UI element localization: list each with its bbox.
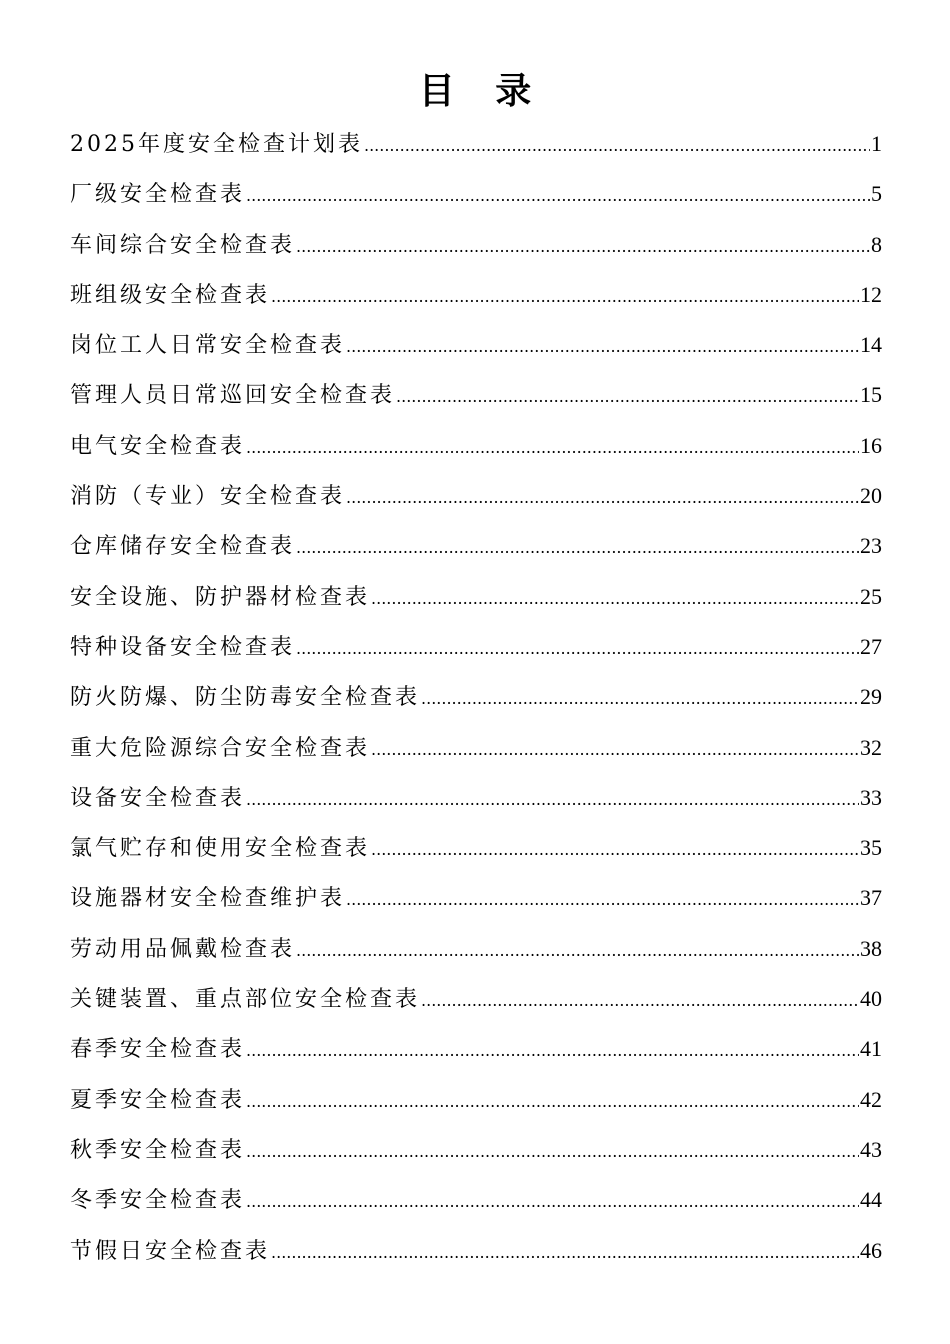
toc-entry[interactable] bbox=[70, 1131, 882, 1181]
toc-entry[interactable] bbox=[70, 326, 882, 376]
toc-page-number: 42 bbox=[860, 1086, 882, 1112]
dot-leader bbox=[364, 127, 870, 165]
toc-entry-title: 关键装置、重点部位安全检查表 bbox=[70, 987, 421, 1013]
toc-entry[interactable] bbox=[70, 1030, 882, 1080]
toc-entry-title: 劳动用品佩戴检查表 bbox=[70, 936, 296, 962]
toc-entry-title: 厂级安全检查表 bbox=[70, 182, 246, 208]
toc-heading: 目 录 bbox=[418, 71, 546, 112]
toc-entry[interactable] bbox=[70, 678, 882, 728]
toc-entry-title: 防火防爆、防尘防毒安全检查表 bbox=[70, 685, 421, 711]
toc-list bbox=[70, 125, 882, 1282]
dot-leader bbox=[421, 680, 859, 718]
toc-page-number: 35 bbox=[860, 835, 882, 861]
toc-entry[interactable] bbox=[70, 879, 882, 929]
toc-page-number: 41 bbox=[860, 1036, 882, 1062]
dot-leader bbox=[371, 831, 859, 869]
dot-leader bbox=[271, 278, 859, 316]
dot-leader bbox=[296, 228, 870, 266]
toc-entry-title: 消防（专业）安全检查表 bbox=[70, 484, 346, 510]
toc-page-number: 23 bbox=[860, 533, 882, 559]
toc-entry-title: 车间综合安全检查表 bbox=[70, 232, 296, 258]
dot-leader bbox=[346, 328, 859, 366]
dot-leader bbox=[246, 429, 859, 467]
dot-leader bbox=[296, 932, 859, 970]
dot-leader bbox=[246, 177, 870, 215]
toc-entry[interactable] bbox=[70, 628, 882, 678]
toc-entry-title: 重大危险源综合安全检查表 bbox=[70, 735, 371, 761]
toc-entry[interactable] bbox=[70, 427, 882, 477]
toc-page-number: 40 bbox=[860, 986, 882, 1012]
toc-entry[interactable] bbox=[70, 779, 882, 829]
toc-entry[interactable] bbox=[70, 1081, 882, 1131]
toc-page-number: 8 bbox=[871, 231, 882, 257]
toc-entry-title: 设备安全检查表 bbox=[70, 785, 246, 811]
toc-entry-title: 春季安全检查表 bbox=[70, 1037, 246, 1063]
toc-entry[interactable] bbox=[70, 1181, 882, 1231]
toc-entry-title: 2025年度安全检查计划表 bbox=[70, 132, 363, 157]
dot-leader bbox=[396, 378, 859, 416]
toc-entry-title: 夏季安全检查表 bbox=[70, 1087, 246, 1113]
toc-entry-title: 岗位工人日常安全检查表 bbox=[70, 333, 346, 359]
toc-entry[interactable] bbox=[70, 276, 882, 326]
dot-leader bbox=[346, 479, 859, 517]
toc-entry[interactable] bbox=[70, 226, 882, 276]
dot-leader bbox=[371, 580, 859, 618]
dot-leader bbox=[246, 1133, 859, 1171]
toc-entry[interactable] bbox=[70, 729, 882, 779]
toc-page-number: 20 bbox=[860, 483, 882, 509]
dot-leader bbox=[246, 1183, 859, 1221]
toc-page-number: 14 bbox=[860, 332, 882, 358]
toc-entry-title: 特种设备安全检查表 bbox=[70, 634, 296, 660]
toc-page-number: 16 bbox=[860, 432, 882, 458]
toc-page-number: 38 bbox=[860, 935, 882, 961]
toc-page-number: 29 bbox=[860, 684, 882, 710]
dot-leader bbox=[246, 1032, 859, 1070]
toc-entry-title: 安全设施、防护器材检查表 bbox=[70, 584, 371, 610]
toc-entry-title: 仓库储存安全检查表 bbox=[70, 534, 296, 560]
toc-entry[interactable] bbox=[70, 1232, 882, 1282]
toc-entry[interactable] bbox=[70, 930, 882, 980]
toc-page-number: 12 bbox=[860, 281, 882, 307]
toc-entry-title: 设施器材安全检查维护表 bbox=[70, 886, 346, 912]
dot-leader bbox=[346, 881, 859, 919]
dot-leader bbox=[246, 1083, 859, 1121]
toc-page-number: 43 bbox=[860, 1136, 882, 1162]
dot-leader bbox=[246, 781, 859, 819]
toc-entry-title: 氯气贮存和使用安全检查表 bbox=[70, 836, 371, 862]
toc-page-number: 44 bbox=[860, 1187, 882, 1213]
dot-leader bbox=[421, 982, 859, 1020]
toc-entry-title: 班组级安全检查表 bbox=[70, 282, 271, 308]
toc-entry[interactable] bbox=[70, 125, 882, 175]
toc-entry[interactable] bbox=[70, 527, 882, 577]
toc-page-number: 5 bbox=[871, 181, 882, 207]
toc-entry-title: 管理人员日常巡回安全检查表 bbox=[70, 383, 396, 409]
toc-entry[interactable] bbox=[70, 980, 882, 1030]
toc-entry[interactable] bbox=[70, 376, 882, 426]
dot-leader bbox=[296, 630, 859, 668]
toc-page-number: 25 bbox=[860, 583, 882, 609]
toc-page-number: 15 bbox=[860, 382, 882, 408]
toc-page-number: 37 bbox=[860, 885, 882, 911]
dot-leader bbox=[296, 529, 859, 567]
toc-entry[interactable] bbox=[70, 477, 882, 527]
toc-entry-title: 电气安全检查表 bbox=[70, 433, 246, 459]
dot-leader bbox=[371, 731, 859, 769]
toc-entry[interactable] bbox=[70, 175, 882, 225]
toc-entry-title: 节假日安全检查表 bbox=[70, 1238, 271, 1264]
toc-page-number: 27 bbox=[860, 633, 882, 659]
toc-page-number: 1 bbox=[871, 131, 882, 156]
toc-entry-title: 秋季安全检查表 bbox=[70, 1137, 246, 1163]
toc-entry[interactable] bbox=[70, 578, 882, 628]
dot-leader bbox=[271, 1234, 859, 1272]
toc-page-number: 46 bbox=[860, 1237, 882, 1263]
toc-entry-title: 冬季安全检查表 bbox=[70, 1188, 246, 1214]
toc-page-number: 33 bbox=[860, 784, 882, 810]
toc-entry[interactable] bbox=[70, 829, 882, 879]
toc-page-number: 32 bbox=[860, 734, 882, 760]
